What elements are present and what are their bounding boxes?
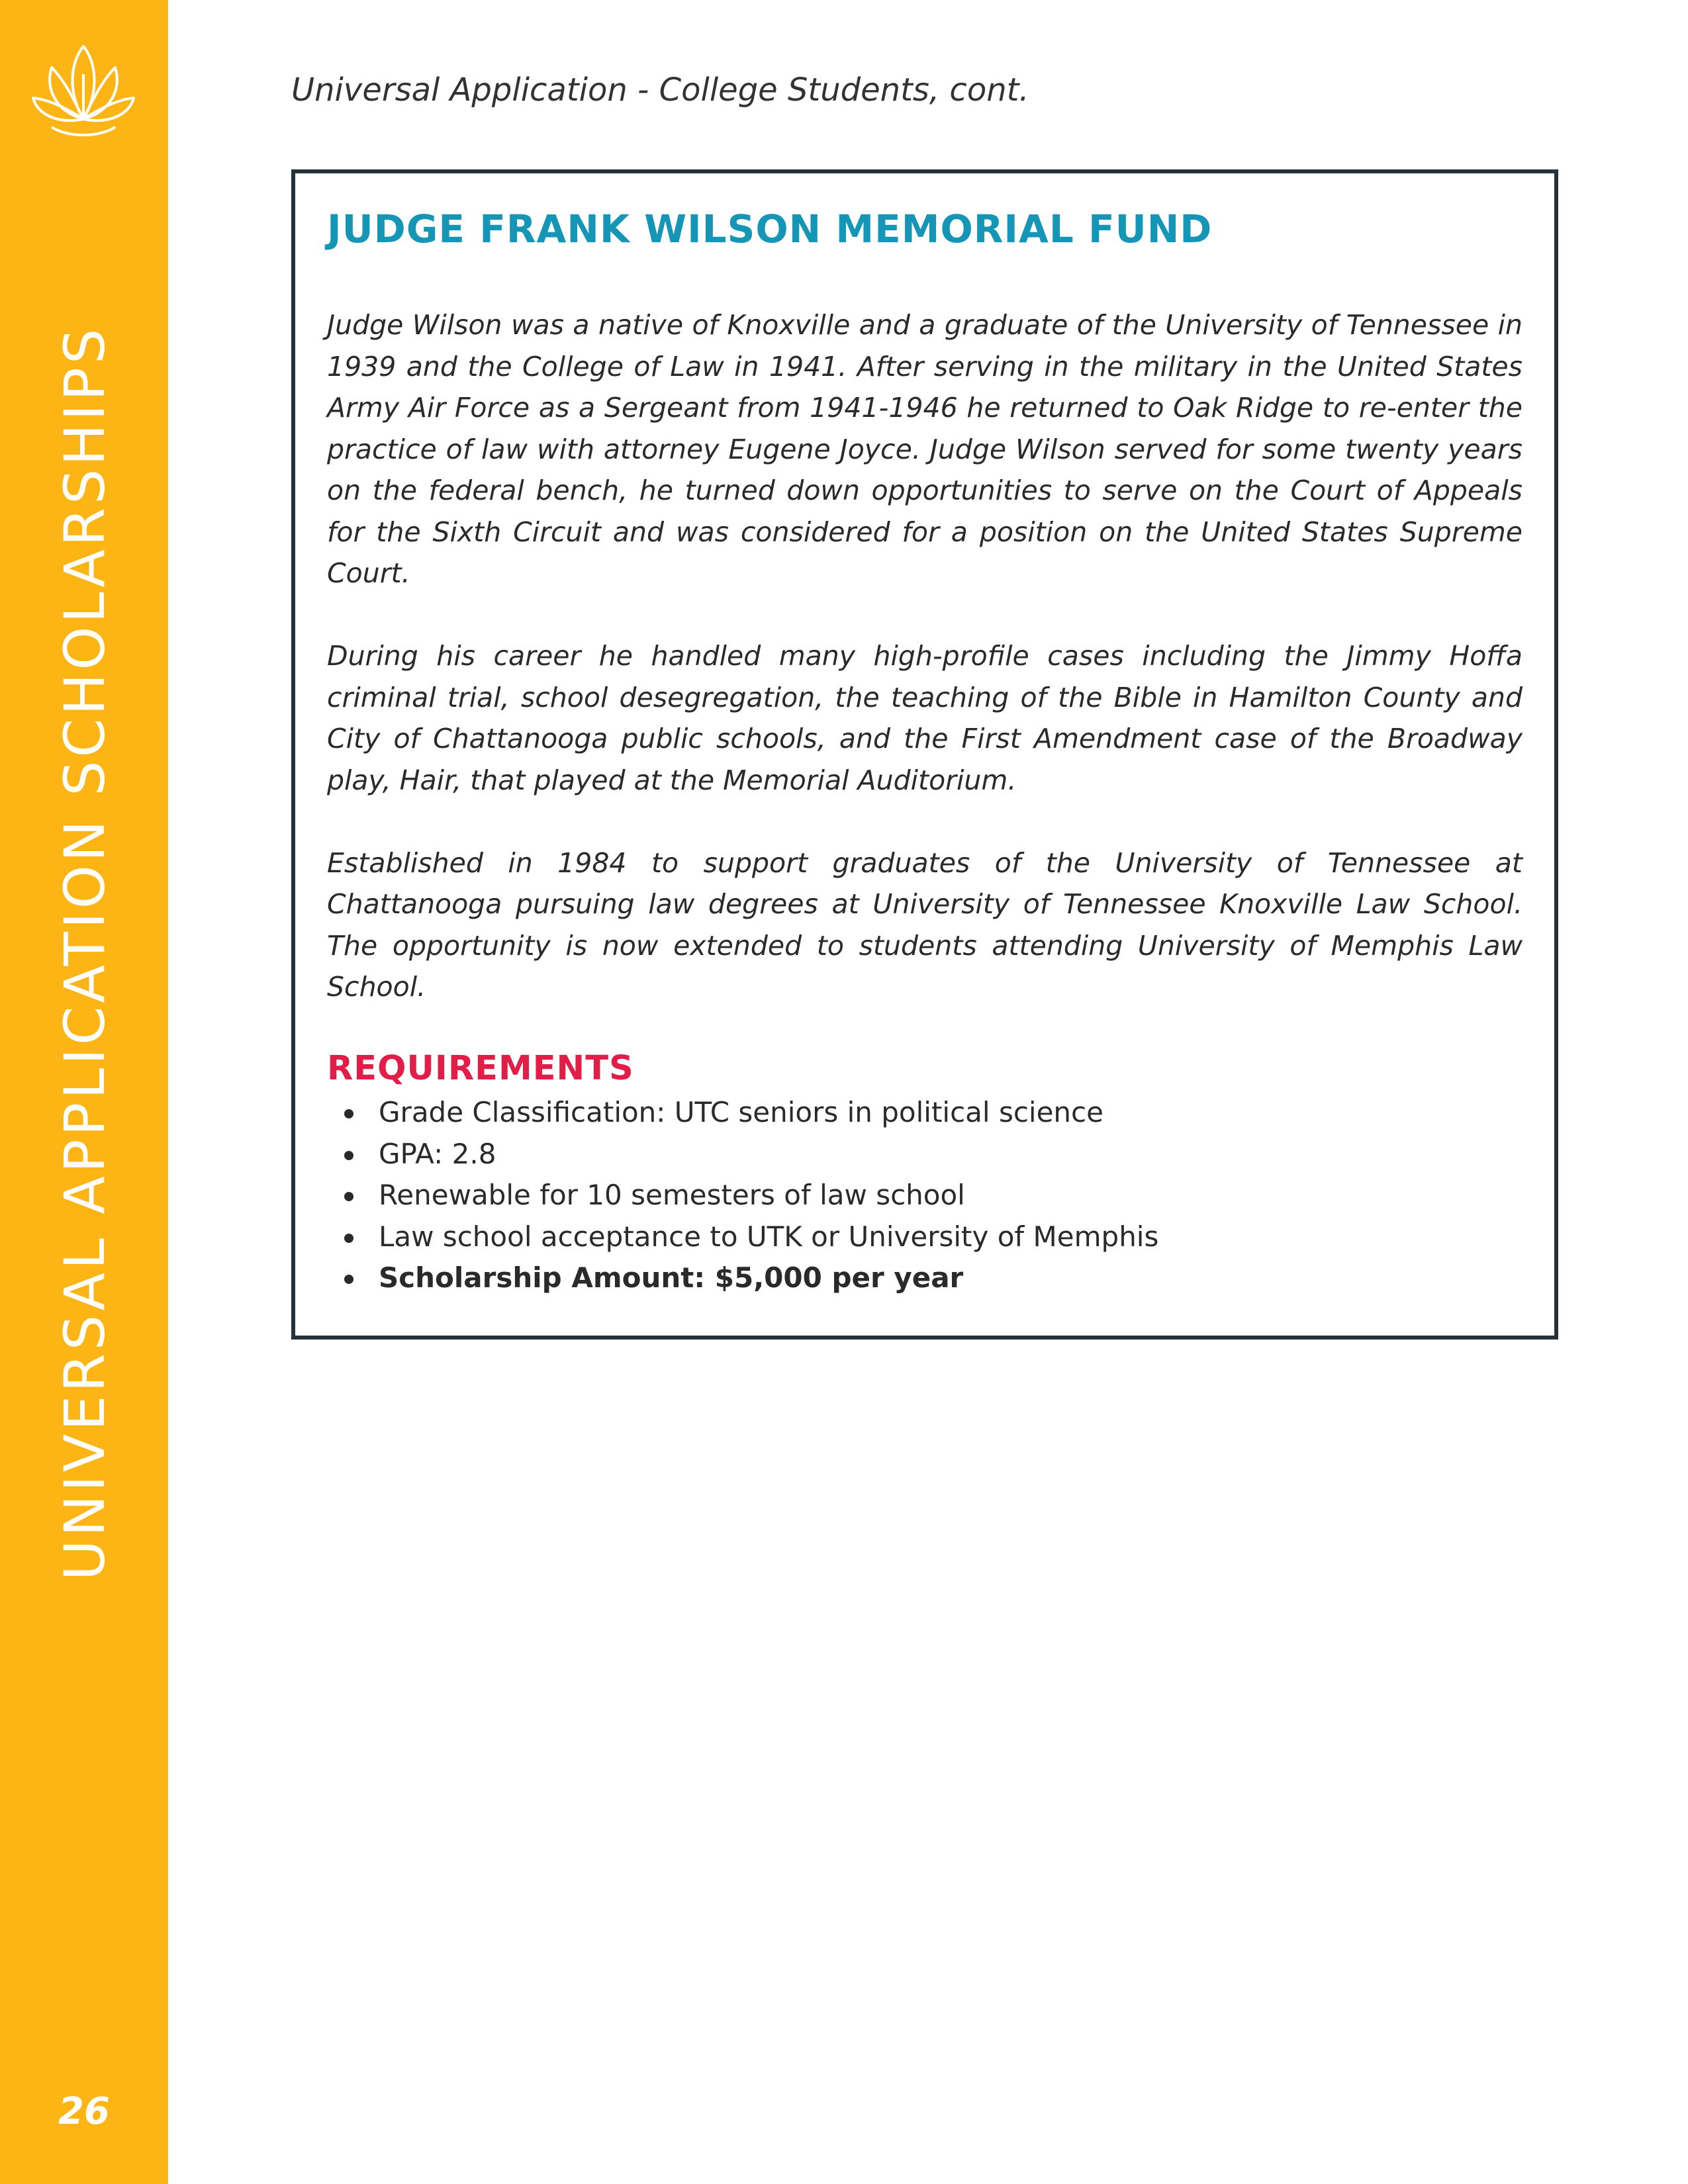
requirements-heading: REQUIREMENTS: [327, 1049, 634, 1088]
requirement-item: Renewable for 10 semesters of law school: [327, 1175, 1523, 1216]
requirement-item: GPA: 2.8: [327, 1134, 1523, 1175]
lotus-icon: [25, 34, 142, 147]
requirements-list: [327, 1092, 1523, 1299]
description-paragraph: Established in 1984 to support graduates of the University of Tennessee at Chattanooga pursuing law degrees at University of Tennessee Knoxville Law School. The opportunity is now extended to students attending University of Memphis Law School.: [327, 846, 1523, 1003]
description-paragraph: Judge Wilson was a native of Knoxville and a graduate of the University of Tennessee in 1939 and the College of Law in 1941. After serving in the military in the United States Army Air Force as a Sergeant from 1941-1946 he returned to Oak Ridge to re-enter the practice of law with attorney Eugene Joyce. Judge Wilson served for some twenty years on the federal bench, he turned down opportunities to serve on the Court of Appeals for the Sixth Circuit and was considered for a position on the United States Supreme Court.: [327, 309, 1523, 589]
description-paragraph: During his career he handled many high-profile cases including the Jimmy Hoffa criminal trial, school desegregation, the teaching of the Bible in Hamilton County and City of Chattanooga public schools, and the First Amendment case of the Broadway play, Hair, that played at the Memorial Auditorium.: [327, 640, 1523, 796]
page-number: 26: [58, 2090, 110, 2133]
requirement-item: Law school acceptance to UTK or University of Memphis: [327, 1216, 1523, 1258]
card-description: [327, 304, 1523, 1008]
scholarship-amount: Scholarship Amount: $5,000 per year: [327, 1257, 1523, 1299]
sidebar-vertical-title: UNIVERSAL APPLICATION SCHOLARSHIPS: [52, 325, 117, 1581]
scholarship-card: [291, 169, 1558, 1340]
sidebar: [0, 0, 168, 2184]
running-head: Universal Application - College Students, cont.: [291, 71, 1029, 109]
requirement-item: Grade Classification: UTC seniors in political science: [327, 1092, 1523, 1134]
card-title: JUDGE FRANK WILSON MEMORIAL FUND: [327, 206, 1213, 251]
